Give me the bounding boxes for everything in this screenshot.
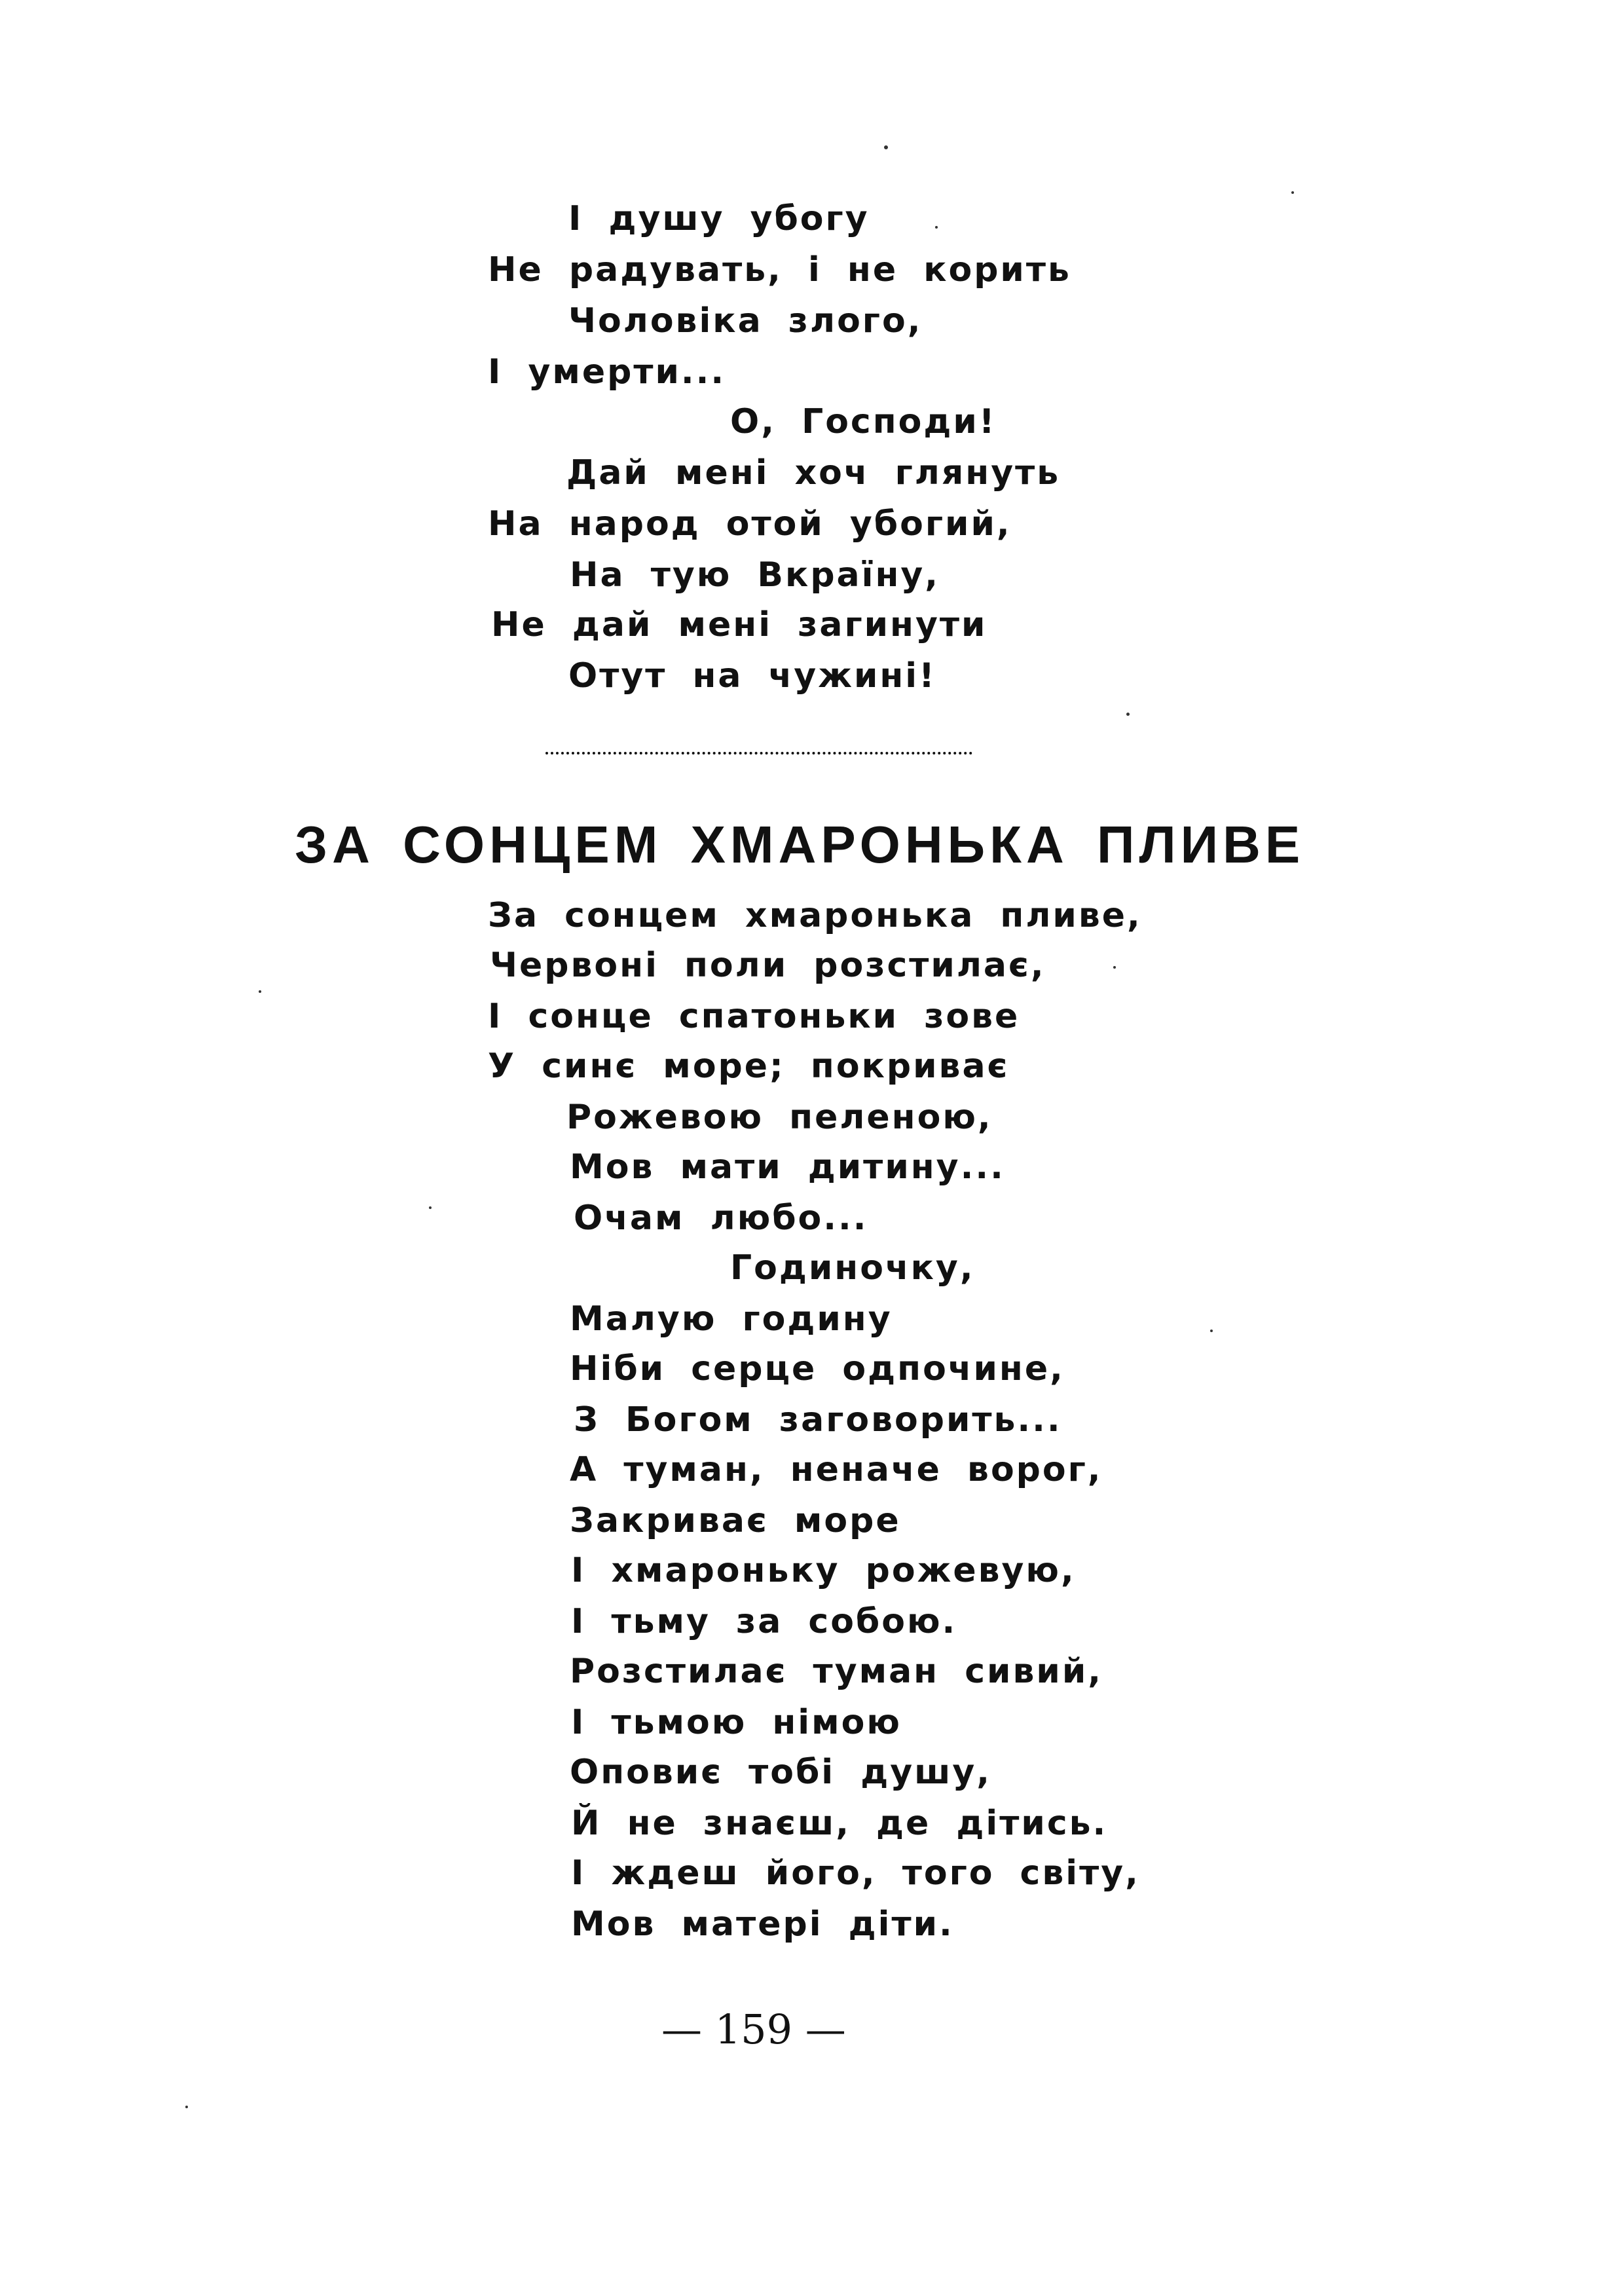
verse-line: Годиночку, xyxy=(730,1248,975,1288)
verse-line: І сонце спатоньки зове xyxy=(488,997,1020,1036)
scan-speck xyxy=(185,2106,188,2108)
verse-line: Чоловіка злого, xyxy=(568,301,923,341)
verse-line: Розстилає туман сивий, xyxy=(570,1652,1103,1691)
verse-line: Отут на чужині! xyxy=(568,656,936,696)
scan-speck xyxy=(1210,1330,1213,1332)
poem-title: ЗА СОНЦЕМ ХМАРОНЬКА ПЛИВЕ xyxy=(295,815,1305,874)
verse-line: І тьму за собою. xyxy=(571,1602,957,1641)
scan-speck xyxy=(429,1206,432,1209)
verse-line: Мов мати дитину... xyxy=(570,1147,1005,1187)
page-number: — 159 — xyxy=(661,2005,846,2053)
verse-line: З Богом заговорить... xyxy=(574,1400,1062,1440)
verse-line: Не радувать, і не корить xyxy=(488,250,1071,289)
scan-speck xyxy=(1113,966,1116,969)
verse-line: І душу убогу xyxy=(568,199,870,238)
scan-speck xyxy=(935,226,938,229)
section-separator xyxy=(545,752,972,754)
verse-line: Оповиє тобі душу, xyxy=(570,1753,991,1792)
verse-line: І тьмою німою xyxy=(571,1703,902,1742)
verse-line: А туман, неначе ворог, xyxy=(570,1450,1103,1489)
verse-line: У синє море; покриває xyxy=(488,1047,1010,1086)
verse-line: Червоні поли розстилає, xyxy=(490,946,1046,985)
verse-line: О, Господи! xyxy=(730,402,997,441)
verse-line: Ніби серце одпочине, xyxy=(570,1349,1065,1388)
scan-speck xyxy=(259,990,261,993)
verse-line: На тую Вкраїну, xyxy=(570,555,940,595)
scan-speck xyxy=(1126,713,1130,716)
scan-speck xyxy=(1291,191,1294,194)
verse-line: Мов матері діти. xyxy=(571,1905,954,1944)
verse-line: Дай мені хоч глянуть xyxy=(566,453,1061,493)
verse-line: Очам любо... xyxy=(574,1199,868,1238)
verse-line: Малую годину xyxy=(570,1299,893,1339)
scan-speck xyxy=(884,145,888,149)
verse-line: Рожевою пеленою, xyxy=(566,1098,993,1137)
verse-line: І хмароньку рожевую, xyxy=(571,1551,1076,1590)
verse-line: На народ отой убогий, xyxy=(488,504,1012,544)
verse-line: І ждеш його, того світу, xyxy=(571,1853,1140,1893)
verse-line: І умерти... xyxy=(488,352,726,392)
verse-line: Не дай мені загинути xyxy=(491,605,987,644)
verse-line: Закриває море xyxy=(570,1501,901,1540)
verse-line: Й не знаєш, де дітись. xyxy=(571,1804,1108,1843)
verse-line: За сонцем хмаронька пливе, xyxy=(488,896,1142,935)
